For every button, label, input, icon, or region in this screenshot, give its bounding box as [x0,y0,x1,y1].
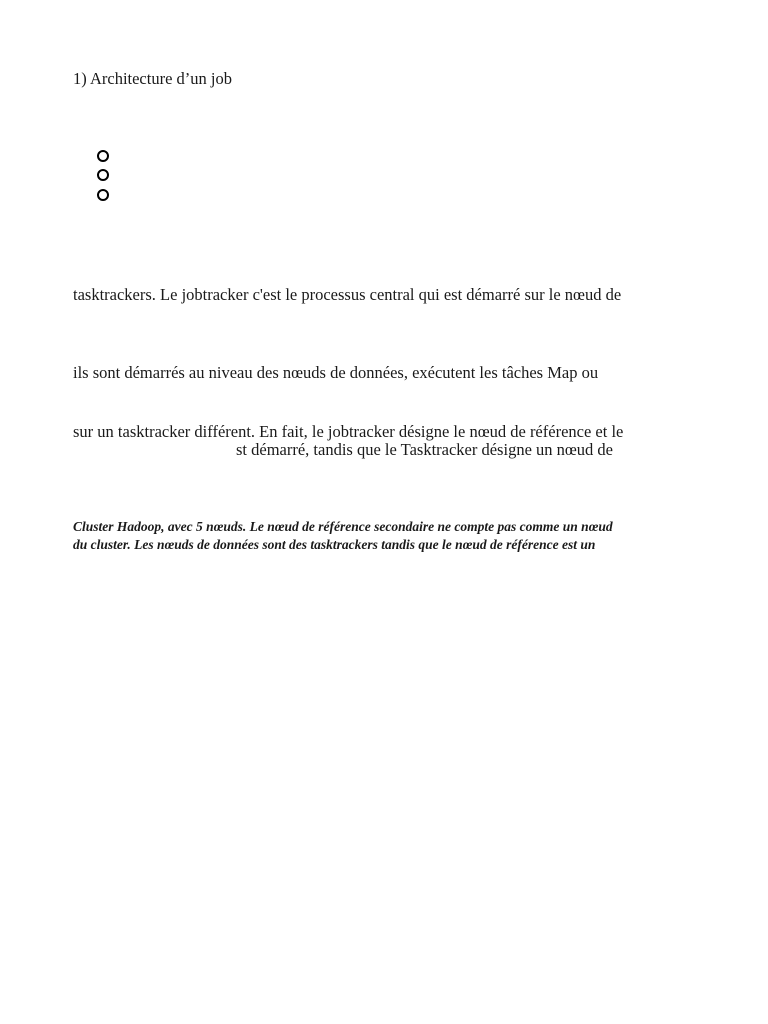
circle-bullet-icon [97,169,109,181]
circle-bullet-icon [97,189,109,201]
section-heading: 1) Architecture d’un job [73,69,232,88]
figure-caption-line: Cluster Hadoop, avec 5 nœuds. Le nœud de référence secondaire ne compte pas comme un nœud [73,519,613,534]
figure-caption-line: du cluster. Les nœuds de données sont des tasktrackers tandis que le nœud de référence est un [73,537,596,552]
circle-bullet-icon [97,150,109,162]
paragraph-line: sur un tasktracker différent. En fait, le jobtracker désigne le nœud de référence et le [73,422,624,441]
paragraph-line: st démarré, tandis que le Tasktracker désigne un nœud de [236,440,614,459]
paragraph-line: ils sont démarrés au niveau des nœuds de données, exécutent les tâches Map ou [73,363,599,382]
paragraph-line: tasktrackers. Le jobtracker c'est le processus central qui est démarré sur le nœud de [73,285,622,304]
